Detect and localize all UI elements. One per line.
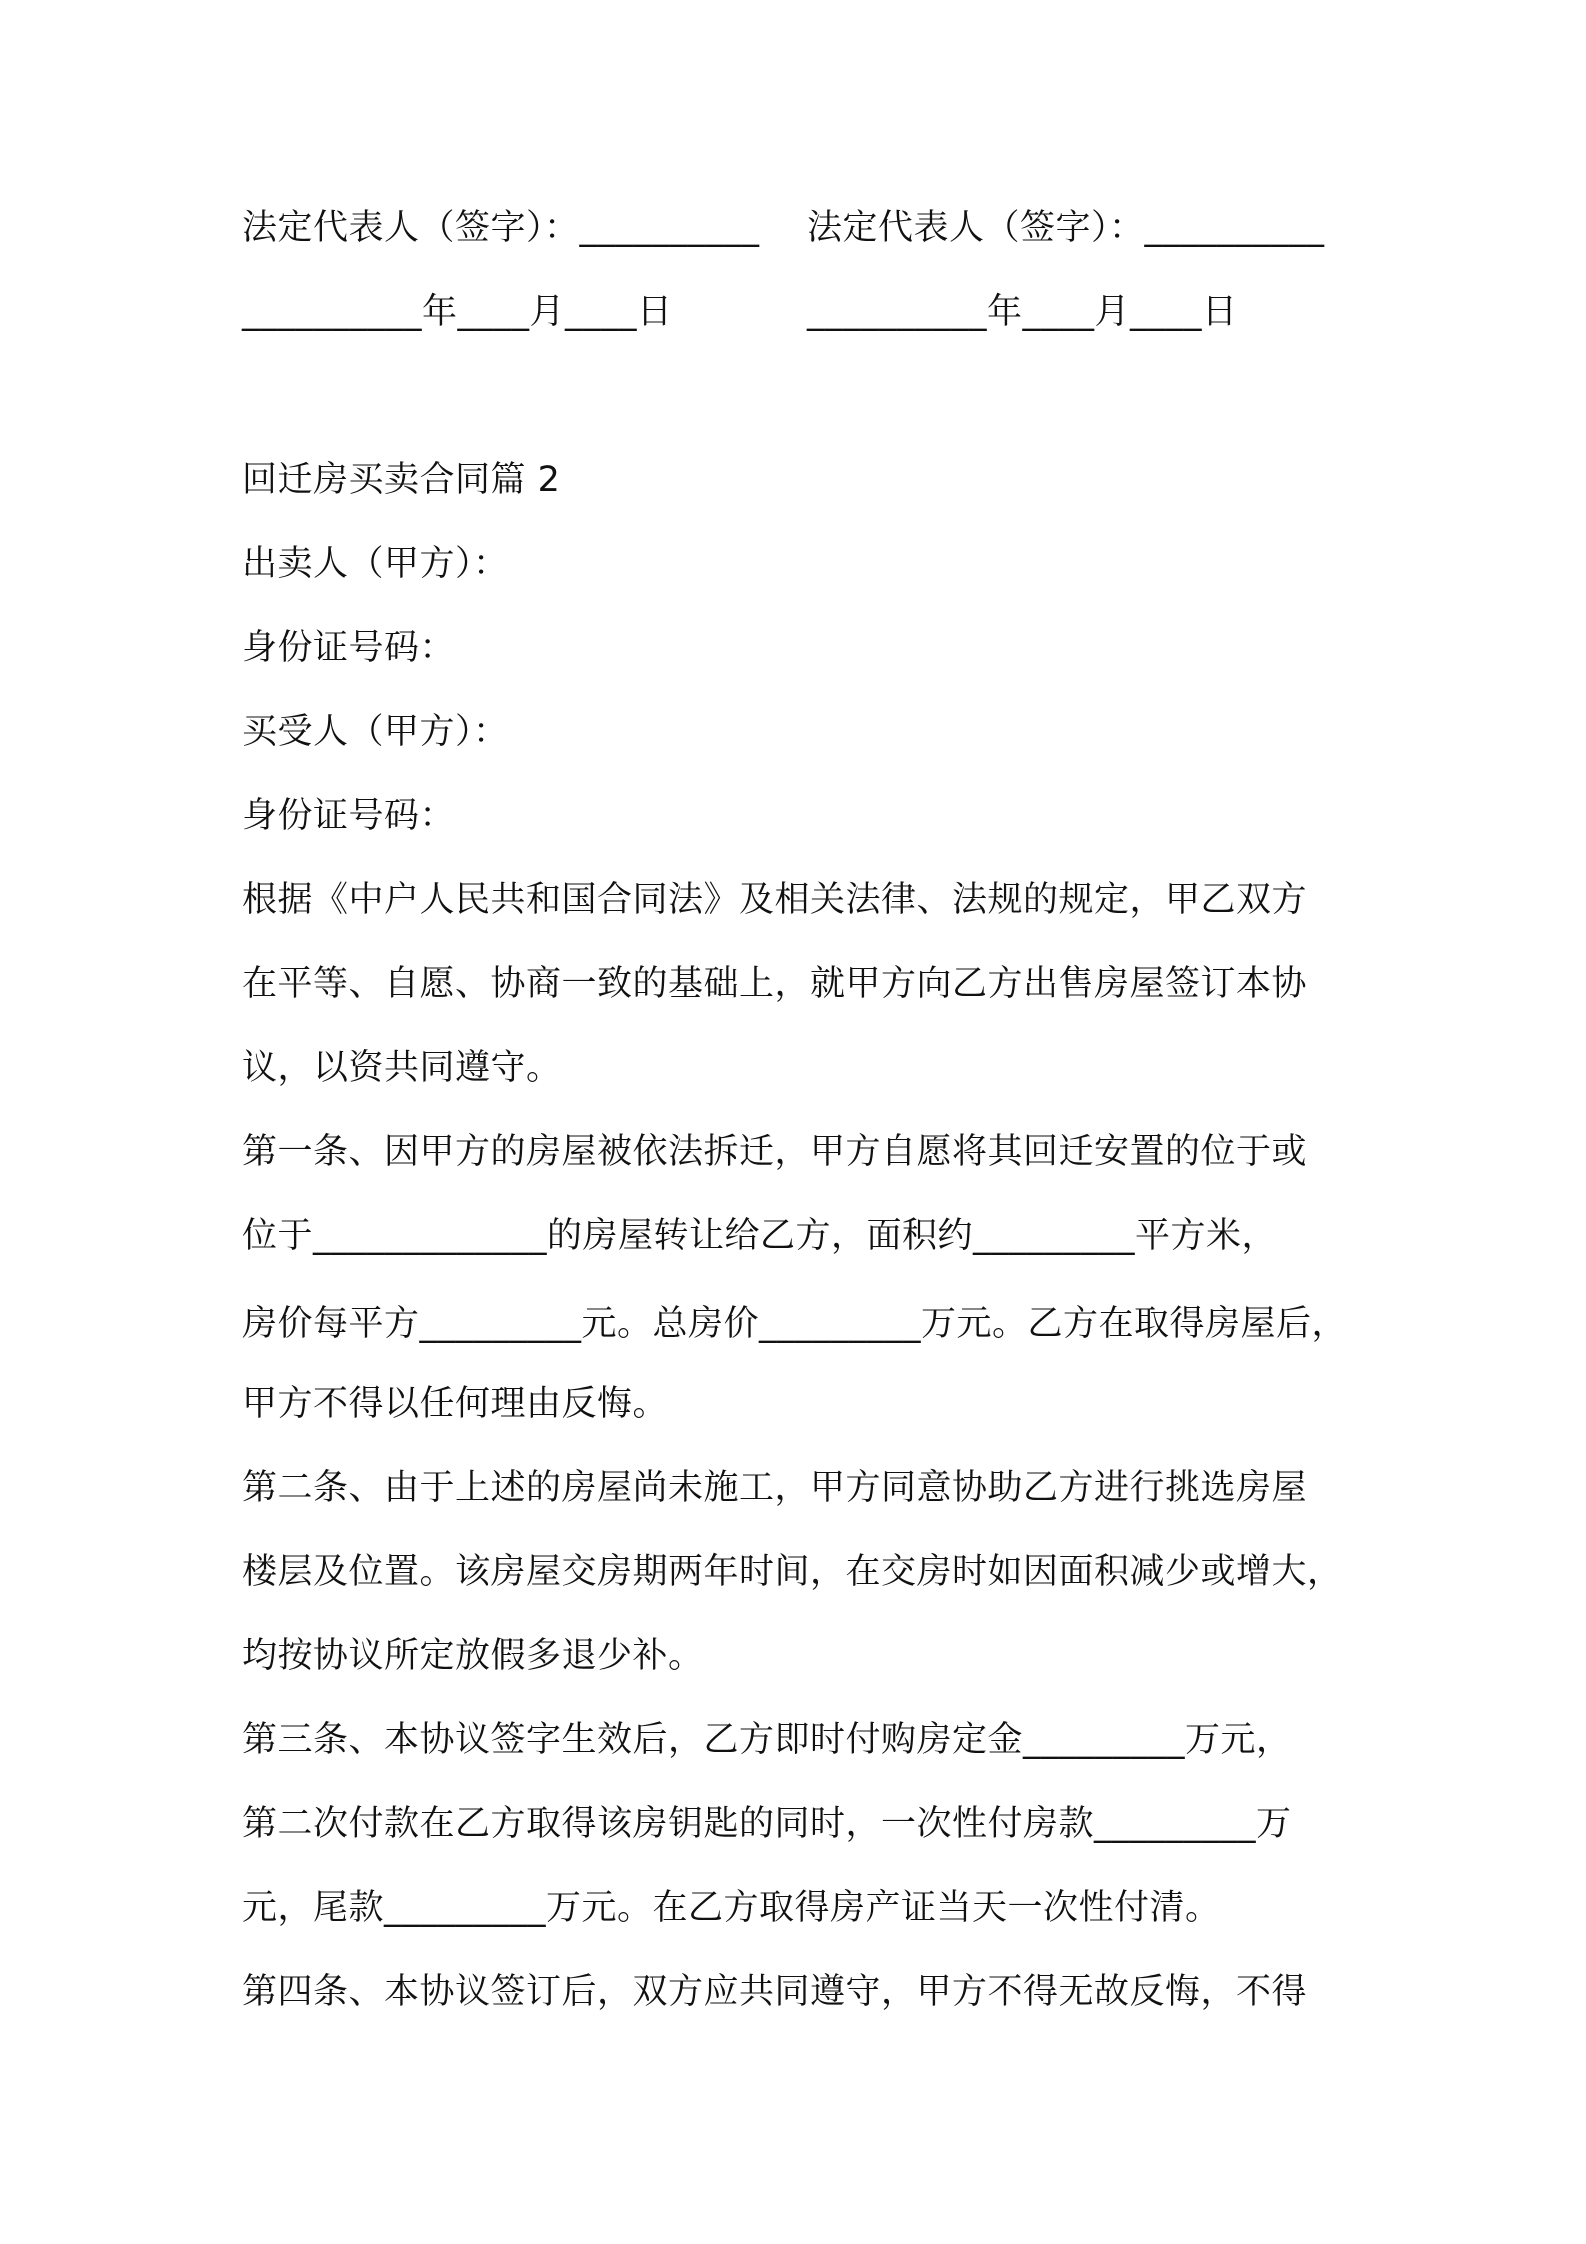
date-row: [242, 290, 1238, 334]
preamble-line: 根据《中户人民共和国合同法》及相关法律、法规的规定，甲乙双方: [242, 880, 1308, 920]
article-3-line: 元，尾款_________万元。在乙方取得房产证当天一次性付清。: [242, 1888, 1221, 1928]
seller-label: 出卖人（甲方）：: [242, 544, 509, 584]
preamble-line: 议，以资共同遵守。: [242, 1048, 562, 1088]
article-2-line: 均按协议所定放假多退少补。: [242, 1636, 704, 1676]
article-1-line: 甲方不得以任何理由反悔。: [242, 1384, 669, 1424]
preamble-line: 在平等、自愿、协商一致的基础上，就甲方向乙方出售房屋签订本协: [242, 964, 1308, 1004]
article-4-line: 第四条、本协议签订后，双方应共同遵守，甲方不得无故反悔，不得: [242, 1972, 1308, 2012]
seller-id-label: 身份证号码：: [242, 628, 456, 668]
buyer-id-label: 身份证号码：: [242, 796, 456, 836]
article-1-line: 房价每平方_________元。总房价_________万元。乙方在取得房屋后，: [242, 1304, 1348, 1344]
signature-date-left: __________年____月____日: [242, 292, 673, 332]
article-2-line: 楼层及位置。该房屋交房期两年时间，在交房时如因面积减少或增大，: [242, 1552, 1343, 1592]
buyer-label: 买受人（甲方）：: [242, 712, 509, 752]
legal-rep-signature-left: 法定代表人（签字）：__________: [242, 208, 760, 248]
article-1-line: 位于_____________的房屋转让给乙方，面积约_________平方米，: [242, 1216, 1278, 1256]
contract-title: 回迁房买卖合同篇 2: [242, 460, 561, 500]
article-1-line: 第一条、因甲方的房屋被依法拆迁，甲方自愿将其回迁安置的位于或: [242, 1132, 1308, 1172]
article-3-line: 第二次付款在乙方取得该房钥匙的同时，一次性付房款_________万: [242, 1804, 1292, 1844]
legal-rep-signature-right: 法定代表人（签字）：__________: [807, 208, 1325, 248]
article-3-line: 第三条、本协议签字生效后，乙方即时付购房定金_________万元，: [242, 1720, 1292, 1760]
signature-date-right: __________年____月____日: [807, 292, 1238, 332]
article-2-line: 第二条、由于上述的房屋尚未施工，甲方同意协助乙方进行挑选房屋: [242, 1468, 1308, 1508]
signature-row: [242, 206, 1325, 250]
